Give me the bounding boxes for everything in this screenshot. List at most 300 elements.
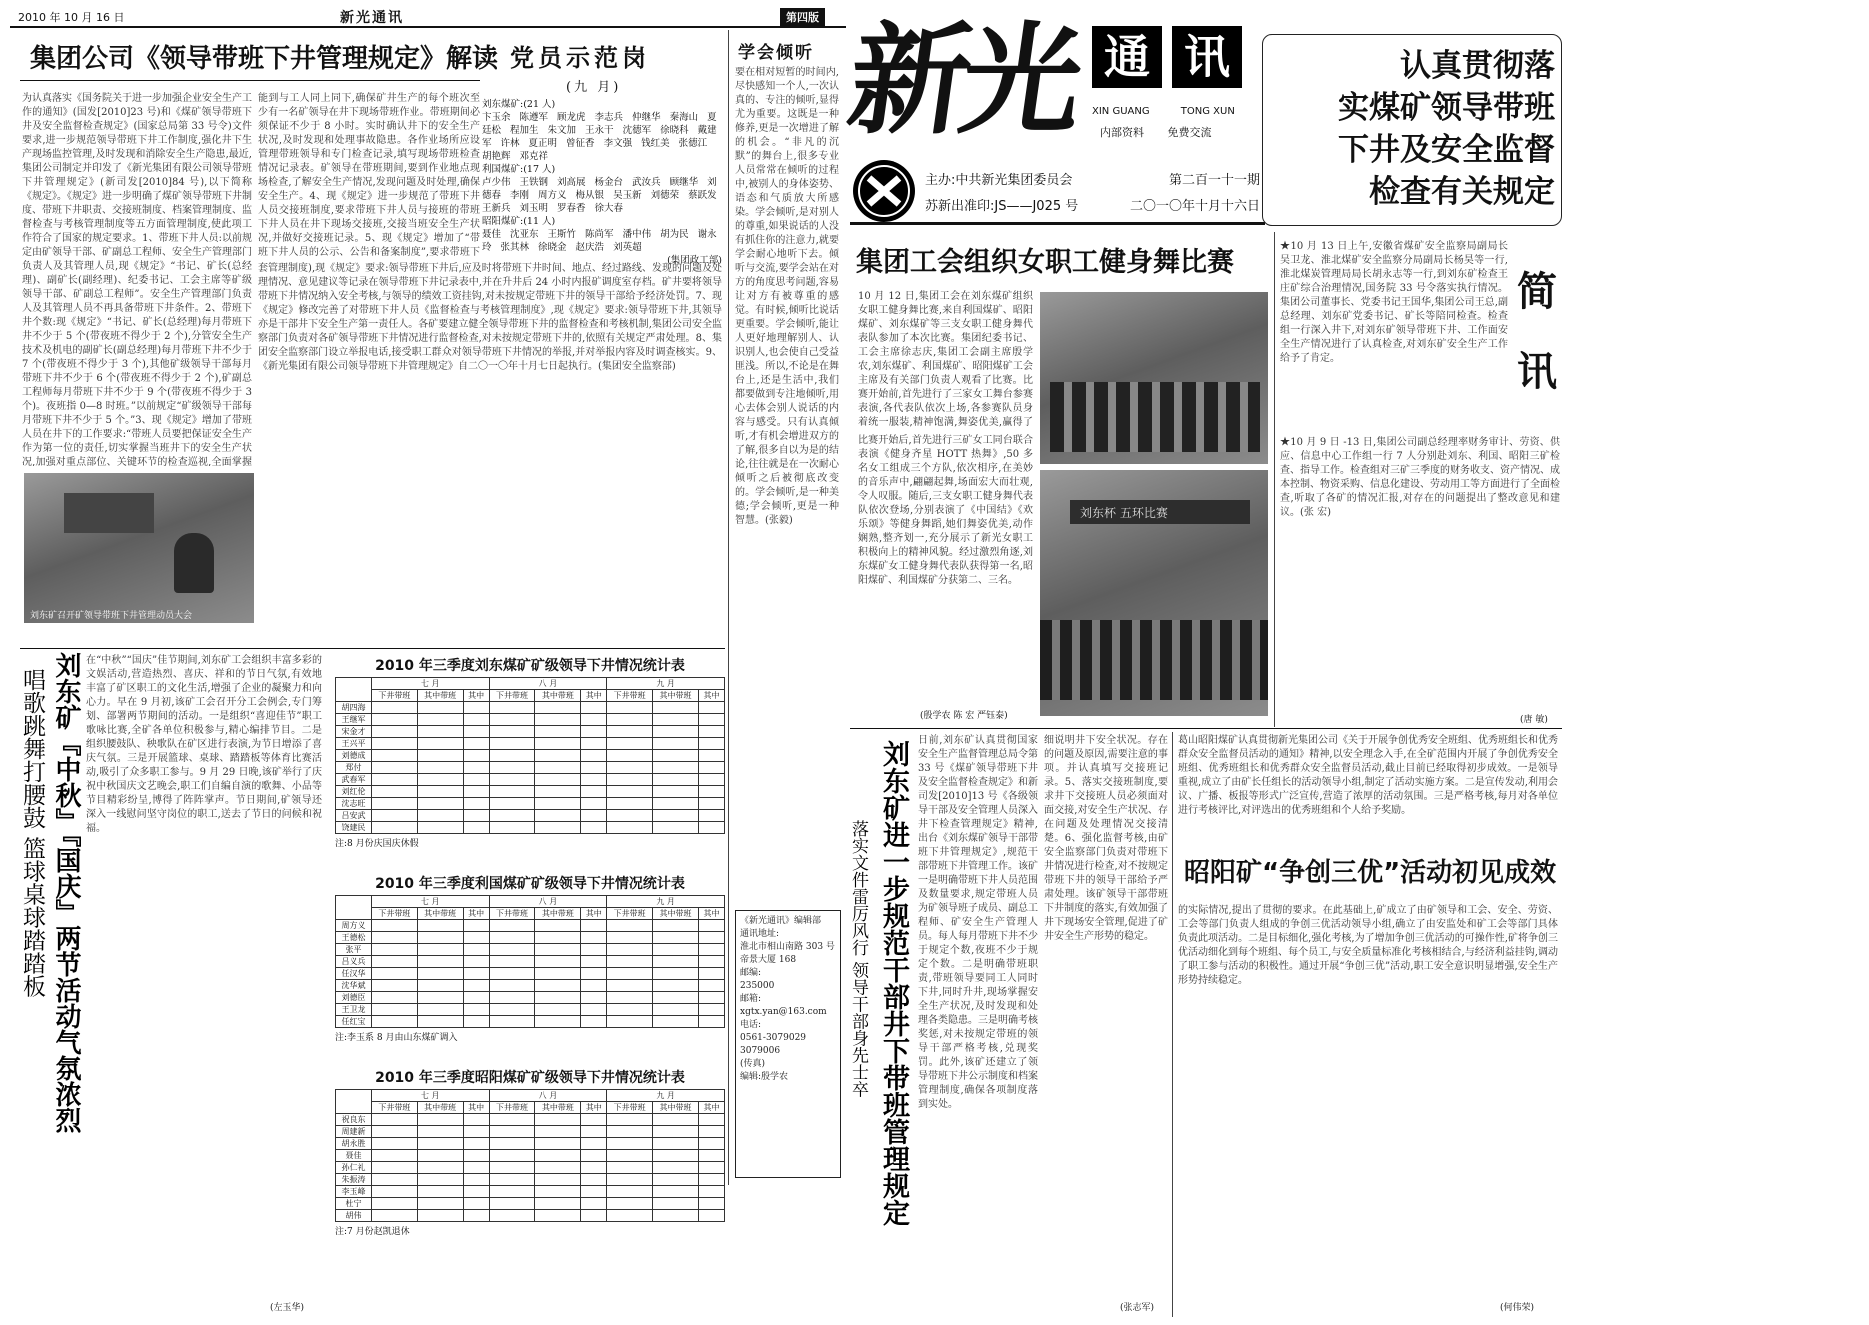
- row-name: 武春军: [336, 774, 372, 786]
- table-cell: [489, 798, 535, 810]
- month-head: 九 月: [607, 1090, 725, 1102]
- headline-line: 检查有关规定: [1369, 174, 1555, 210]
- midautumn-subtitle: 唱歌跳舞打腰鼓 篮球桌球踏踏板: [19, 668, 45, 998]
- table-cell: [417, 810, 463, 822]
- brief-body-2: ★10 月 9 日 -13 日,集团公司副总经理率财务审计、劳资、供应、信息中心工作组一行 7 人分别赴刘东、利国、昭阳三矿检查、指导工作。检查组对三矿三季度的财务收支、资产情况、成本控制、物资采购、信息化建设、劳动用工等方面进行了全面检查,听取了各矿的情况汇报,对存在的问题提出了整改意见和建议。(张 宏): [1280, 437, 1560, 518]
- party-group-label: 昭阳煤矿:(11 人): [482, 216, 556, 227]
- table-cell: [535, 726, 581, 738]
- stat-title: 2010 年三季度昭阳煤矿矿级领导下井情况统计表: [375, 1070, 685, 1086]
- table-cell: [607, 956, 653, 968]
- sub-head: 下井带班: [607, 1102, 653, 1114]
- table-cell: [607, 1016, 653, 1028]
- table-cell: [463, 920, 489, 932]
- table-cell: [463, 1150, 489, 1162]
- table-cell: [489, 1138, 535, 1150]
- table-cell: [463, 980, 489, 992]
- table-cell: [581, 968, 607, 980]
- table-cell: [607, 968, 653, 980]
- table-cell: [535, 774, 581, 786]
- table-cell: [607, 750, 653, 762]
- row-name: 吕安武: [336, 810, 372, 822]
- table-cell: [535, 992, 581, 1004]
- table-cell: [653, 702, 699, 714]
- row-name: 周方义: [336, 920, 372, 932]
- table-row: [336, 762, 725, 774]
- table-cell: [417, 714, 463, 726]
- table-cell: [489, 1186, 535, 1198]
- table-cell: [653, 726, 699, 738]
- sub-head: 其中带班: [417, 908, 463, 920]
- header-paper-name: 新光通讯: [340, 10, 404, 26]
- table-cell: [489, 920, 535, 932]
- table-row: [336, 1126, 725, 1138]
- table-cell: [463, 932, 489, 944]
- table-cell: [489, 774, 535, 786]
- row-name: 饶建民: [336, 822, 372, 834]
- table-cell: [535, 1174, 581, 1186]
- row-name: 胡四海: [336, 702, 372, 714]
- party-group-label: 刘东煤矿:(21 人): [482, 99, 556, 110]
- table-cell: [581, 1210, 607, 1222]
- sub-head: 其中带班: [653, 1102, 699, 1114]
- table-cell: [489, 738, 535, 750]
- table-cell: [417, 798, 463, 810]
- table-cell: [371, 786, 417, 798]
- table-cell: [463, 956, 489, 968]
- table-cell: [371, 738, 417, 750]
- liudong-body-2: 细说明井下安全状况。存在的问题及原因,需要注意的事项。并认真填写交接班记录。5、落实交接班制度,要求井下交接班人员必须面对面交接,对安全生产状况、存在问题及处理情况交接清楚。6、强化监督考核,由矿安全监察部门负责对带班下井情况进行检查,对不按规定带班下井的领导干部给予严肃处理。该矿领导干部带班下井制度的落实,有效加强了井下现场安全管理,促进了矿井安全生产形势的稳定。: [1044, 735, 1168, 942]
- table-row: [336, 944, 725, 956]
- row-name: 祝良东: [336, 1114, 372, 1126]
- zhaoyang-signoff: (何伟荣): [1500, 1303, 1535, 1313]
- sub-head: 其中: [581, 1102, 607, 1114]
- table-cell: [417, 980, 463, 992]
- table-cell: [581, 714, 607, 726]
- table-cell: [581, 1126, 607, 1138]
- table-cell: [581, 786, 607, 798]
- liudong-signoff: (张志军): [1120, 1303, 1155, 1313]
- party-group-names: 聂佳 沈亚东 王斯竹 陈尚军 潘中伟 胡为民 谢永玲 张其林 徐晓金 赵庆浩 刘英超: [482, 229, 717, 253]
- table-cell: [463, 1174, 489, 1186]
- table-cell: [417, 1186, 463, 1198]
- table-cell: [371, 810, 417, 822]
- table-cell: [581, 944, 607, 956]
- table-cell: [653, 714, 699, 726]
- sub-head: 下井带班: [489, 690, 535, 702]
- table-cell: [417, 726, 463, 738]
- interp-photo: [24, 473, 254, 623]
- zhaoyang-body-1: 葛山昭阳煤矿认真贯彻新光集团公司《关于开展争创优秀安全班组、优秀班组长和优秀群众安全监督员活动的通知》精神,以安全理念入手,在全矿范围内开展了争创优秀安全班组、优秀班组长和优秀群众安全监督员活动,截止目前已经取得初步成效。一是领导重视,成立了由矿长任组长的活动领导小组,制定了活动实施方案。二是宣传发动,利用会议、广播、板报等形式广泛宣传,营造了浓厚的活动氛围。三是严格考核,每月对各单位进行考核评比,对评选出的优秀班组和个人给予奖励。: [1178, 735, 1558, 816]
- table-cell: [463, 822, 489, 834]
- headline-line: 下井及安全监督: [1338, 132, 1555, 168]
- table-cell: [607, 1210, 653, 1222]
- table-cell: [535, 1198, 581, 1210]
- row-name: 孙仁礼: [336, 1162, 372, 1174]
- table-cell: [463, 738, 489, 750]
- table-cell: [607, 1150, 653, 1162]
- table-cell: [653, 1150, 699, 1162]
- table-cell: [535, 1138, 581, 1150]
- table-cell: [463, 1016, 489, 1028]
- row-name: 王继军: [336, 714, 372, 726]
- sub-head: 其中: [698, 1102, 724, 1114]
- table-row: [336, 798, 725, 810]
- table-cell: [535, 762, 581, 774]
- stat-table-liguo: [335, 873, 725, 1061]
- table-cell: [581, 798, 607, 810]
- table-cell: [371, 822, 417, 834]
- table-cell: [489, 762, 535, 774]
- company-logo: [853, 160, 915, 222]
- table-cell: [581, 1198, 607, 1210]
- masthead-title-char: 通: [1092, 26, 1162, 88]
- table-cell: [607, 920, 653, 932]
- table-cell: [581, 1186, 607, 1198]
- table-cell: [371, 1198, 417, 1210]
- month-head: 七 月: [371, 896, 489, 908]
- stat-note: 注:李玉系 8 月由山东煤矿调入: [335, 1033, 458, 1043]
- sub-head: 其中: [463, 1102, 489, 1114]
- note-internal: 内部资料: [1100, 126, 1144, 139]
- month-head: 九 月: [607, 678, 725, 690]
- table-cell: [371, 992, 417, 1004]
- table-cell: [653, 822, 699, 834]
- interp-body-1: 为认真落实《国务院关于进一步加强企业安全生产工作的通知》(国发[2010]23 号)和《煤矿领导带班下井及安全监督检查规定》(国家总局第 33 号令)文件要求,进一步规范领导带班下井工作制度,强化井下生产现场监控管理,及时发现和消除安全生产隐患,最近,集团公司制定并印发了《新光集团有限公司领导带班下井管理规定》(新司发[2010]84 号),以下简称《规定》。《规定》进一步明确了煤矿领导带班下井制度、带班下井职责、交接班制度、档案管理制度、监督检查与考核管理制度等五方面管理制度,使此项工作符合了国家的规定要求。1、带班下井人员:以前规定由矿领导干部、矿副总工程师、安全生产管理部门负责人及其管理人员,现《规定》“书记、矿长(总经理)、副矿长(副经理)、纪委书记、工会主席等矿级领导干部、矿副总工程师”。安全生产管理部门负责人及其管理人员不再具备带班下井条件。2、带班下井个数:现《规定》“书记、矿长(总经理)每月带班下井不少于 5 个(带夜班不得少于 2 个),分管安全生产技术及机电的副矿长(副总经理)每月带班下井不少于 7 个(带夜班不得少于 3 个),其他矿级领导干部每月带班下井不少于 6 个(带夜班不得少于 2 个),矿副总工程师每月带班下井不少于 9 个(带夜班不得少于 3 个)。夜班指 0—8 时班。”以前规定“矿级领导干部每月带班下井不少于 5 个。”3、现《规定》增加了带班人员在井下的工作要求:“带班人员要把保证安全生产作为第一位的责任,切实掌握当班井下的安全生产状况,加强对重点部位、关键环节的检查巡视,全面掌握: [22, 93, 252, 466]
- table-cell: [535, 920, 581, 932]
- table-cell: [371, 944, 417, 956]
- table-cell: [535, 786, 581, 798]
- table-cell: [417, 1150, 463, 1162]
- table-row: [336, 702, 725, 714]
- row-name: 李玉峰: [336, 1186, 372, 1198]
- brief-signoff: (唐 敏): [1520, 715, 1548, 725]
- table-cell: [417, 1016, 463, 1028]
- table-cell: [607, 810, 653, 822]
- table-cell: [417, 1114, 463, 1126]
- column-divider: [728, 30, 729, 1185]
- table-cell: [653, 932, 699, 944]
- masthead-info: [925, 168, 1260, 220]
- section-rule: [850, 728, 1562, 729]
- midautumn-body: 在“中秋”“国庆”佳节期间,刘东矿工会组织丰富多彩的文娱活动,营造热烈、喜庆、祥和的节日气氛,有效地丰富了矿区职工的文化生活,增强了企业的凝聚力和向心力。早在 9 月初,该矿工会召开分工会例会,专门筹划、部署两节期间的活动。一是组织“喜迎佳节”职工歌咏比赛,全矿各单位积极参与,精心编排节目。二是组织腰鼓队、秧歌队在矿区进行表演,为节日增添了喜庆气氛。三是开展篮球、桌球、踏踏板等体育比赛活动,吸引了众多职工参与。9 月 29 日晚,该矿举行了庆祝中秋国庆文艺晚会,职工们自编自演的歌舞、小品等节目精彩纷呈,博得了阵阵掌声。节日期间,矿领导还深入一线慰问坚守岗位的职工,送去了节日的问候和祝福。: [86, 655, 322, 834]
- row-name: 刘德成: [336, 750, 372, 762]
- row-name: 朱振涛: [336, 1174, 372, 1186]
- table-cell: [417, 1138, 463, 1150]
- stat-note: 注:7 月份赵凯退休: [335, 1227, 410, 1237]
- brief-title: [1512, 252, 1562, 412]
- table-cell: [607, 1198, 653, 1210]
- row-name: 宋金才: [336, 726, 372, 738]
- table-cell: [607, 1114, 653, 1126]
- table-row: [336, 920, 725, 932]
- table-cell: [535, 1210, 581, 1222]
- table-cell: [489, 1114, 535, 1126]
- union-title: 集团工会组织女职工健身舞比赛: [856, 247, 1234, 278]
- table-cell: [417, 822, 463, 834]
- table-cell: [653, 992, 699, 1004]
- sub-head: 下井带班: [489, 1102, 535, 1114]
- table-row: [336, 1004, 725, 1016]
- table-cell: [698, 956, 724, 968]
- table-cell: [417, 1210, 463, 1222]
- sub-head: 其中带班: [653, 908, 699, 920]
- union-signoff: (殷学农 陈 宏 严钰泰): [920, 711, 1008, 721]
- union-photo-bottom: [1040, 470, 1268, 716]
- table-cell: [607, 738, 653, 750]
- table-cell: [417, 1198, 463, 1210]
- table-cell: [698, 786, 724, 798]
- masthead-char: 光: [952, 10, 1092, 151]
- table-cell: [698, 1210, 724, 1222]
- table-cell: [653, 774, 699, 786]
- table-cell: [607, 798, 653, 810]
- table-cell: [653, 920, 699, 932]
- table-cell: [489, 1150, 535, 1162]
- table-row: [336, 1114, 725, 1126]
- table-cell: [371, 702, 417, 714]
- table-cell: [371, 774, 417, 786]
- table-cell: [581, 726, 607, 738]
- table-cell: [489, 956, 535, 968]
- table-cell: [417, 992, 463, 1004]
- table-cell: [535, 956, 581, 968]
- table-cell: [698, 992, 724, 1004]
- table-cell: [489, 1198, 535, 1210]
- table-cell: [698, 726, 724, 738]
- table-cell: [489, 822, 535, 834]
- table-cell: [653, 1186, 699, 1198]
- table-cell: [607, 932, 653, 944]
- table-cell: [489, 1004, 535, 1016]
- table-cell: [581, 822, 607, 834]
- table-cell: [535, 1004, 581, 1016]
- table-cell: [607, 702, 653, 714]
- month-head: 九 月: [607, 896, 725, 908]
- table-cell: [607, 1138, 653, 1150]
- table-cell: [581, 1114, 607, 1126]
- table-cell: [463, 702, 489, 714]
- table-cell: [371, 1138, 417, 1150]
- table-cell: [371, 920, 417, 932]
- table-cell: [653, 1162, 699, 1174]
- sub-head: 其中: [581, 690, 607, 702]
- table-cell: [463, 1004, 489, 1016]
- table-cell: [489, 1016, 535, 1028]
- table-cell: [371, 750, 417, 762]
- table-cell: [489, 750, 535, 762]
- table-cell: [371, 956, 417, 968]
- table-cell: [698, 968, 724, 980]
- row-name: 王德松: [336, 932, 372, 944]
- table-cell: [463, 1126, 489, 1138]
- table-cell: [489, 714, 535, 726]
- brief-title-char: 讯: [1517, 348, 1557, 395]
- sub-head: 下井带班: [371, 1102, 417, 1114]
- table-cell: [417, 1162, 463, 1174]
- table-cell: [607, 1004, 653, 1016]
- table-row: [336, 822, 725, 834]
- table-cell: [581, 702, 607, 714]
- row-name: 任红宝: [336, 1016, 372, 1028]
- table-cell: [581, 1174, 607, 1186]
- sub-head: 其中: [698, 690, 724, 702]
- liudong-title: 刘东矿进一步规范干部井下带班管理规定: [878, 740, 909, 1226]
- masthead-pubdate: 二〇一〇年十月十六日: [1129, 199, 1260, 214]
- table-row: [336, 1186, 725, 1198]
- editorial-infobox: [735, 910, 841, 1178]
- table-cell: [653, 738, 699, 750]
- row-name: 刘红伦: [336, 786, 372, 798]
- liudong-body: 日前,刘东矿认真贯彻国家安全生产监督管理总局令第 33 号《煤矿领导带班下井及安全监督检查规定》和新司发[2010]13 号《各级领导干部及安全管理人员深入井下检查管理规定》精神,出台《刘东煤矿领导干部带班下井管理规定》,规范干部带班下井管理工作。该矿一是明确带班下井人员范围及数量要求,规定带班人员为矿领导班子成员、副总工程师、矿安全生产管理人员。每人每月带班下井不少于规定个数,夜班不少于规定个数。二是明确带班职责,带班领导要同工人同时下井,同时升井,现场掌握安全生产状况,及时发现和处理各类隐患。三是明确考核奖惩,对未按规定带班的领导干部严格考核,兑现奖罚。此外,该矿还建立了领导带班下井公示制度和档案管理制度,确保各项制度落到实处。: [918, 735, 1038, 1110]
- photo-figure: [174, 533, 214, 593]
- party-group-names: 卞玉余 陈遵军 顾龙虎 李志兵 仲继华 秦海山 夏廷松 程加生 朱文加 王永干 沈德军 徐晓科 戴建军 许林 夏正明 曾征香 李文强 钱红美 张德江 胡艳辉 邓克祥: [482, 112, 717, 162]
- table-cell: [417, 702, 463, 714]
- month-head: 七 月: [371, 678, 489, 690]
- sub-head: 其中带班: [653, 690, 699, 702]
- sub-head: 其中带班: [535, 1102, 581, 1114]
- table-cell: [463, 714, 489, 726]
- table-cell: [463, 1114, 489, 1126]
- sub-head: 下井带班: [489, 908, 535, 920]
- table-cell: [463, 1198, 489, 1210]
- month-head: 八 月: [489, 1090, 607, 1102]
- table-row: [336, 968, 725, 980]
- table-cell: [417, 774, 463, 786]
- photo-people-row: [1050, 382, 1260, 452]
- listen-title: 学会倾听: [738, 43, 814, 63]
- interp-body-2: 能到与工人同上同下,确保矿井生产的每个班次至少有一名矿领导在井下现场带班作业。带班期间必须保证不少于 8 小时。实时确认井下的安全生产状况,及时发现和处理事故隐患。各作业场所应设管理带班领导和专门检查记录,填写现场带班检查情况记录表。矿领导在带班期间,要到作业地点现场检查,了解安全生产情况,发现问题及时处理,确保安全生产。4、现《规定》进一步规范了带班下井人员交接班制度,要求带班下井人员与接班的带班下井人员在井下现场交接班,交接当班安全生产状况,并做好交接班记录。5、现《规定》增加了“带班下井人员的公示、公告和备案制度”,要求带班下: [258, 93, 480, 258]
- table-cell: [698, 702, 724, 714]
- sub-head: 下井带班: [607, 690, 653, 702]
- table-cell: [607, 980, 653, 992]
- table-cell: [653, 1004, 699, 1016]
- table-cell: [535, 822, 581, 834]
- table-cell: [371, 1004, 417, 1016]
- table-row: [336, 1016, 725, 1028]
- table-cell: [698, 1162, 724, 1174]
- table-cell: [489, 1126, 535, 1138]
- midautumn-signoff: (左玉华): [270, 1303, 305, 1313]
- table-cell: [417, 1126, 463, 1138]
- table-cell: [581, 1162, 607, 1174]
- table-cell: [581, 1004, 607, 1016]
- table-cell: [417, 944, 463, 956]
- zhaoyang-title: 昭阳矿“争创三优”活动初见成效: [1184, 858, 1557, 888]
- interp-title: 集团公司《领导带班下井管理规定》解读: [30, 44, 499, 74]
- table-cell: [653, 1126, 699, 1138]
- table-row: [336, 956, 725, 968]
- table-row: [336, 1174, 725, 1186]
- table-cell: [653, 944, 699, 956]
- table-cell: [463, 786, 489, 798]
- table-cell: [371, 968, 417, 980]
- table-cell: [698, 810, 724, 822]
- table-cell: [535, 944, 581, 956]
- row-name: 沈华斌: [336, 980, 372, 992]
- column-divider: [1172, 732, 1173, 1317]
- masthead-roman: [1092, 106, 1252, 117]
- table-row: [336, 1162, 725, 1174]
- table-cell: [535, 980, 581, 992]
- table-cell: [371, 1016, 417, 1028]
- stat-grid: [335, 895, 725, 1028]
- party-list: [482, 98, 722, 267]
- zhaoyang-body-2: 的实际情况,提出了贯彻的要求。在此基础上,矿成立了由矿领导和工会、安全、劳资、工会等部门负责人组成的争创三优活动领导小组,确立了由安监处和矿工会等部门具体负责此项活动。二是目标细化,强化考核,为了增加争创三优活动的可操作性,矿将争创三优活动细化到每个班组、每个员工,与安全质量标准化考核相结合,与经济利益挂钩,调动了职工参与活动的积极性。通过开展“争创三优”活动,职工安全意识明显增强,安全生产形势持续稳定。: [1178, 905, 1558, 986]
- row-name: 王卫龙: [336, 1004, 372, 1016]
- table-cell: [653, 810, 699, 822]
- table-cell: [371, 1186, 417, 1198]
- table-cell: [535, 968, 581, 980]
- table-cell: [417, 786, 463, 798]
- union-body-1: 10 月 12 日,集团工会在刘东煤矿组织女职工健身舞比赛,来自利国煤矿、昭阳煤矿、刘东煤矿等三支女职工健身舞代表队参加了本次比赛。集团纪委书记、工会主席徐志庆,集团工会副主席殷学农,刘东煤矿、利国煤矿、昭阳煤矿工会主席及有关部门负责人观看了比赛。比赛开始前,首先进行了三家女工舞台参赛表演,各代表队依次上场,各参赛队员身着统一服装,精神饱满,舞姿优美,赢得了: [858, 291, 1033, 428]
- headline-box: [1262, 34, 1562, 226]
- logo-mark-icon: [853, 160, 915, 222]
- table-row: [336, 786, 725, 798]
- table-cell: [463, 810, 489, 822]
- table-cell: [489, 810, 535, 822]
- table-cell: [607, 774, 653, 786]
- headline-line: 认真贯彻落: [1400, 48, 1555, 84]
- table-cell: [489, 932, 535, 944]
- brief-body-1: ★10 月 13 日上午,安徽省煤矿安全监察局副局长吴卫龙、淮北煤矿安全监察分局副局长杨昊等一行,淮北煤炭管理局局长胡永志等一行,到刘东矿检查王庄矿综合治理情况,国务院 33 号令落实执行情况。集团公司董事长、党委书记王国华,集团公司王总,副总经理、刘东矿党委书记、矿长等陪同检查。检查组一行深入井下,对刘东矿领导带班下井、工作面安全生产情况进行了认真检查,对刘东矿安全生产工作给予了肯定。: [1280, 241, 1508, 364]
- table-cell: [489, 1162, 535, 1174]
- row-name: 张平: [336, 944, 372, 956]
- column-divider: [1274, 232, 1275, 727]
- table-cell: [581, 774, 607, 786]
- table-cell: [698, 1004, 724, 1016]
- union-photo-top: [1040, 292, 1268, 464]
- table-cell: [463, 774, 489, 786]
- table-cell: [698, 944, 724, 956]
- table-cell: [653, 1174, 699, 1186]
- stat-body: [336, 920, 725, 1028]
- stat-title: 2010 年三季度刘东煤矿矿级领导下井情况统计表: [375, 658, 685, 674]
- table-cell: [698, 822, 724, 834]
- row-name: 王兴平: [336, 738, 372, 750]
- table-cell: [463, 1210, 489, 1222]
- table-cell: [698, 762, 724, 774]
- table-cell: [581, 992, 607, 1004]
- table-cell: [463, 750, 489, 762]
- stat-note: 注:8 月份庆国庆休假: [335, 839, 419, 849]
- table-row: [336, 726, 725, 738]
- masthead-notes: [1100, 124, 1260, 140]
- table-cell: [698, 920, 724, 932]
- table-row: [336, 1150, 725, 1162]
- midautumn-title: 刘东矿『中秋』『国庆』两节活动气氛浓烈: [51, 652, 81, 1133]
- party-title: 党员示范岗: [510, 44, 650, 72]
- table-cell: [417, 750, 463, 762]
- table-cell: [535, 932, 581, 944]
- table-cell: [581, 1016, 607, 1028]
- sub-head: 其中带班: [417, 1102, 463, 1114]
- table-cell: [698, 932, 724, 944]
- table-cell: [535, 714, 581, 726]
- masthead-host: 主办:中共新光集团委员会: [925, 173, 1073, 188]
- table-cell: [581, 738, 607, 750]
- sub-head: 其中带班: [535, 908, 581, 920]
- table-cell: [489, 980, 535, 992]
- table-cell: [581, 920, 607, 932]
- table-cell: [698, 798, 724, 810]
- table-cell: [489, 1174, 535, 1186]
- table-cell: [653, 1114, 699, 1126]
- table-cell: [535, 810, 581, 822]
- sub-head: 其中带班: [535, 690, 581, 702]
- table-cell: [653, 956, 699, 968]
- table-cell: [581, 1138, 607, 1150]
- table-cell: [607, 822, 653, 834]
